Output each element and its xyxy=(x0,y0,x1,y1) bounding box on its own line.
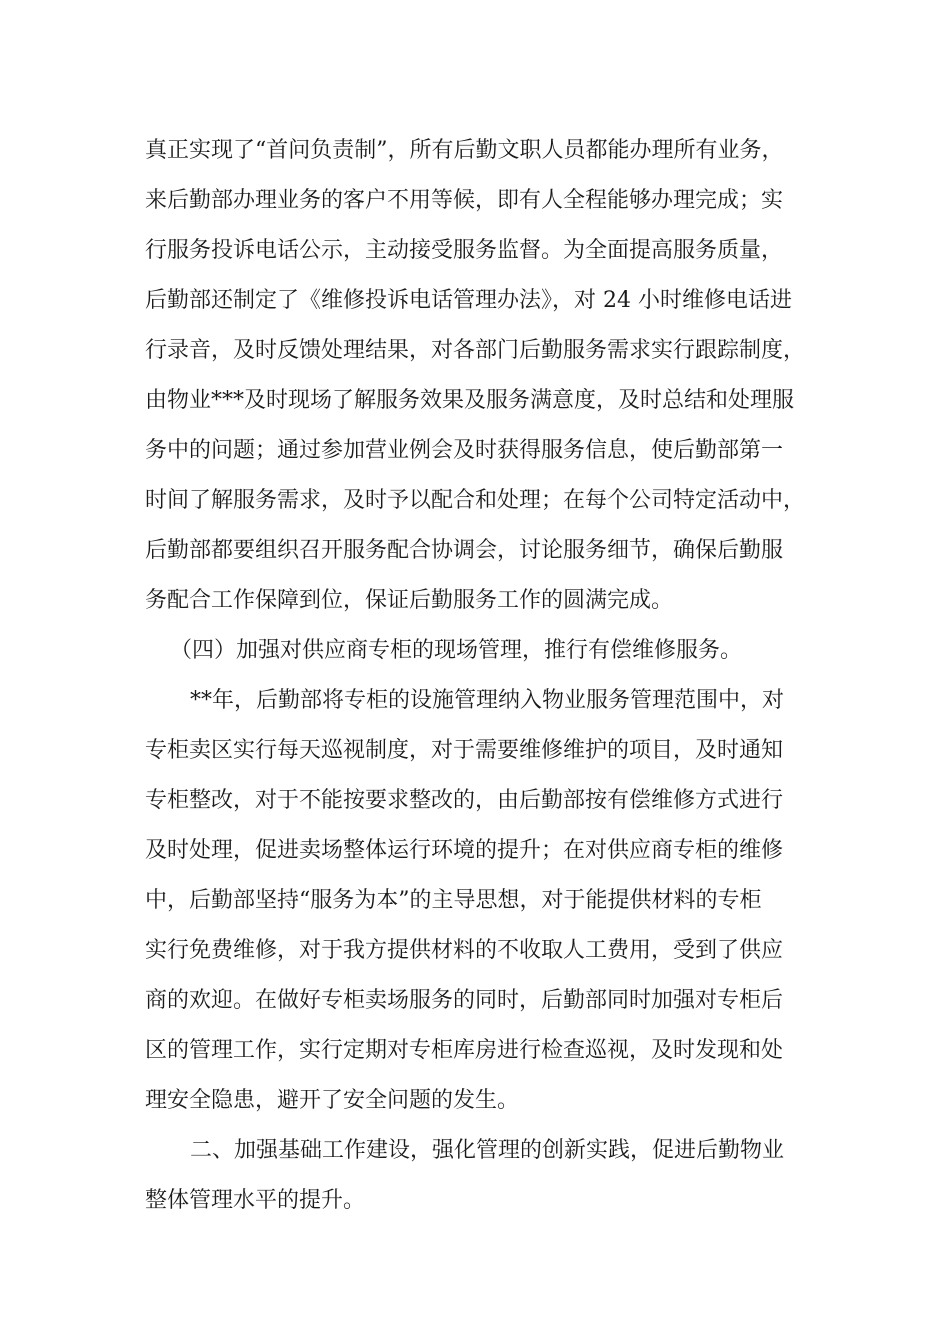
section-heading-4: （四）加强对供应商专柜的现场管理，推行有偿维修服务。 xyxy=(170,638,743,663)
text-line-15: 及时处理，促进卖场整体运行环境的提升；在对供应商专柜的维修 xyxy=(145,838,784,863)
text-line-13: 专柜卖区实行每天巡视制度，对于需要维修维护的项目，及时通知 xyxy=(145,738,784,763)
text-line-9: 后勤部都要组织召开服务配合协调会，讨论服务细节，确保后勤服 xyxy=(145,538,784,563)
text-line-3: 行服务投诉电话公示，主动接受服务监督。为全面提高服务质量， xyxy=(145,238,784,263)
text-line-1: 真正实现了“首问负责制”，所有后勤文职人员都能办理所有业务， xyxy=(145,138,784,163)
text-line-7: 务中的问题；通过参加营业例会及时获得服务信息，使后勤部第一 xyxy=(145,438,784,463)
text-line-4: 后勤部还制定了《维修投诉电话管理办法》，对 24 小时维修电话进 xyxy=(145,288,792,313)
text-line-12: **年，后勤部将专柜的设施管理纳入物业服务管理范围中，对 xyxy=(190,688,785,713)
text-line-14: 专柜整改，对于不能按要求整改的，由后勤部按有偿维修方式进行 xyxy=(145,788,784,813)
text-line-22: 整体管理水平的提升。 xyxy=(145,1188,366,1213)
text-line-10: 务配合工作保障到位，保证后勤服务工作的圆满完成。 xyxy=(145,588,674,613)
text-line-19: 区的管理工作，实行定期对专柜库房进行检查巡视，及时发现和处 xyxy=(145,1038,784,1063)
text-line-2: 来后勤部办理业务的客户不用等候，即有人全程能够办理完成；实 xyxy=(145,188,784,213)
text-line-8: 时间了解服务需求，及时予以配合和处理；在每个公司特定活动中， xyxy=(145,488,806,513)
text-line-18: 商的欢迎。在做好专柜卖场服务的同时，后勤部同时加强对专柜后 xyxy=(145,988,784,1013)
text-line-17: 实行免费维修，对于我方提供材料的不收取人工费用，受到了供应 xyxy=(145,938,784,963)
text-line-5: 行录音，及时反馈处理结果，对各部门后勤服务需求实行跟踪制度， xyxy=(145,338,806,363)
section-heading-2: 二、加强基础工作建设，强化管理的创新实践，促进后勤物业 xyxy=(190,1138,785,1163)
text-line-20: 理安全隐患，避开了安全问题的发生。 xyxy=(145,1088,520,1113)
text-line-16: 中，后勤部坚持“服务为本”的主导思想，对于能提供材料的专柜 xyxy=(145,888,762,913)
text-line-6: 由物业***及时现场了解服务效果及服务满意度，及时总结和处理服 xyxy=(145,388,795,413)
